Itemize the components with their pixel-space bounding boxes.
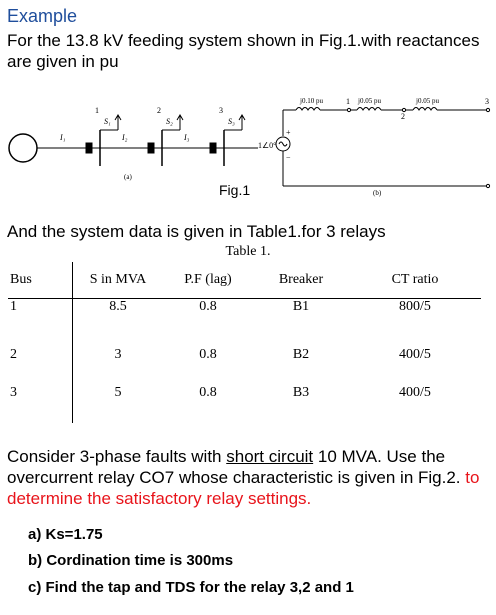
- bus-label: 1: [95, 106, 99, 115]
- feeder-diagram-a: [9, 115, 258, 166]
- table-row: [8, 347, 481, 385]
- current-label: I₃: [184, 133, 190, 142]
- cell: 0.8: [199, 299, 217, 314]
- system-data-text: And the system data is given in Table1.for 3 relays: [7, 222, 386, 241]
- statement-part: 10 MVA. Use the overcurrent relay CO7 whose characteristic is given in Fig.2.: [7, 447, 466, 487]
- plus-sign: +: [286, 128, 291, 137]
- circuit-figure: [0, 78, 496, 198]
- header-breaker: Breaker: [253, 262, 349, 299]
- bus-label: 2: [157, 106, 161, 115]
- header-pf: P.F (lag): [163, 262, 253, 299]
- cell: 3: [8, 385, 73, 423]
- statement-red-goal: to determine the satisfactory relay settings.: [7, 468, 480, 508]
- table-row: [8, 385, 481, 423]
- cell: 0.8: [199, 347, 217, 362]
- question-a: a) Ks=1.75: [28, 526, 103, 543]
- cell: B1: [292, 299, 310, 314]
- minus-sign: −: [286, 153, 291, 162]
- part-a-label: (a): [124, 173, 132, 181]
- cell: 2: [8, 347, 73, 385]
- statement-underlined: short circuit: [226, 447, 314, 466]
- cell: 8.5: [109, 299, 127, 314]
- source-label: 1∠0°: [258, 141, 277, 150]
- cell: B3: [292, 385, 310, 400]
- header-s-mva: S in MVA: [73, 262, 164, 299]
- statement-part: Consider 3-phase faults with: [7, 447, 227, 466]
- reactance-label: j0.05 pu: [416, 97, 439, 105]
- cell: 0.8: [199, 385, 217, 400]
- question-c: c) Find the tap and TDS for the relay 3,2 and 1: [28, 579, 354, 596]
- reactance-label: j0.05 pu: [358, 97, 381, 105]
- power-label: S₃: [228, 117, 235, 126]
- bus-label: 1: [346, 97, 350, 106]
- cell: 800/5: [399, 299, 431, 314]
- part-b-label: (b): [373, 189, 382, 197]
- table-caption: Table 1.: [225, 244, 271, 259]
- cell: 400/5: [399, 347, 431, 362]
- bus-label: 3: [219, 106, 223, 115]
- cell: 1: [8, 299, 73, 348]
- bus-label: 2: [401, 112, 405, 121]
- feeder-labels-a: [59, 106, 235, 181]
- cell: 5: [114, 385, 122, 400]
- impedance-labels-b: [258, 97, 489, 197]
- table-row: [8, 299, 481, 348]
- cell: 400/5: [399, 385, 431, 400]
- intro-text: For the 13.8 kV feeding system shown in Fig.1.with reactances are given in pu: [7, 31, 480, 71]
- impedance-diagram-b: [276, 108, 490, 188]
- example-heading: Example: [7, 6, 78, 26]
- current-label: I₁: [60, 133, 66, 142]
- header-bus: Bus: [8, 262, 73, 299]
- power-label: S₂: [166, 117, 173, 126]
- power-label: S₁: [104, 117, 111, 126]
- header-ct-ratio: CT ratio: [349, 262, 481, 299]
- table-header-row: [8, 262, 481, 299]
- figure-caption: Fig.1: [219, 182, 251, 198]
- cell: B2: [292, 347, 310, 362]
- current-label: I₂: [122, 133, 128, 142]
- cell: 3: [114, 347, 122, 362]
- question-b: b) Cordination time is 300ms: [28, 552, 234, 569]
- relay-data-table: [8, 262, 481, 423]
- problem-statement: [7, 446, 491, 509]
- bus-label: 3: [485, 97, 489, 106]
- reactance-label: j0.10 pu: [300, 97, 323, 105]
